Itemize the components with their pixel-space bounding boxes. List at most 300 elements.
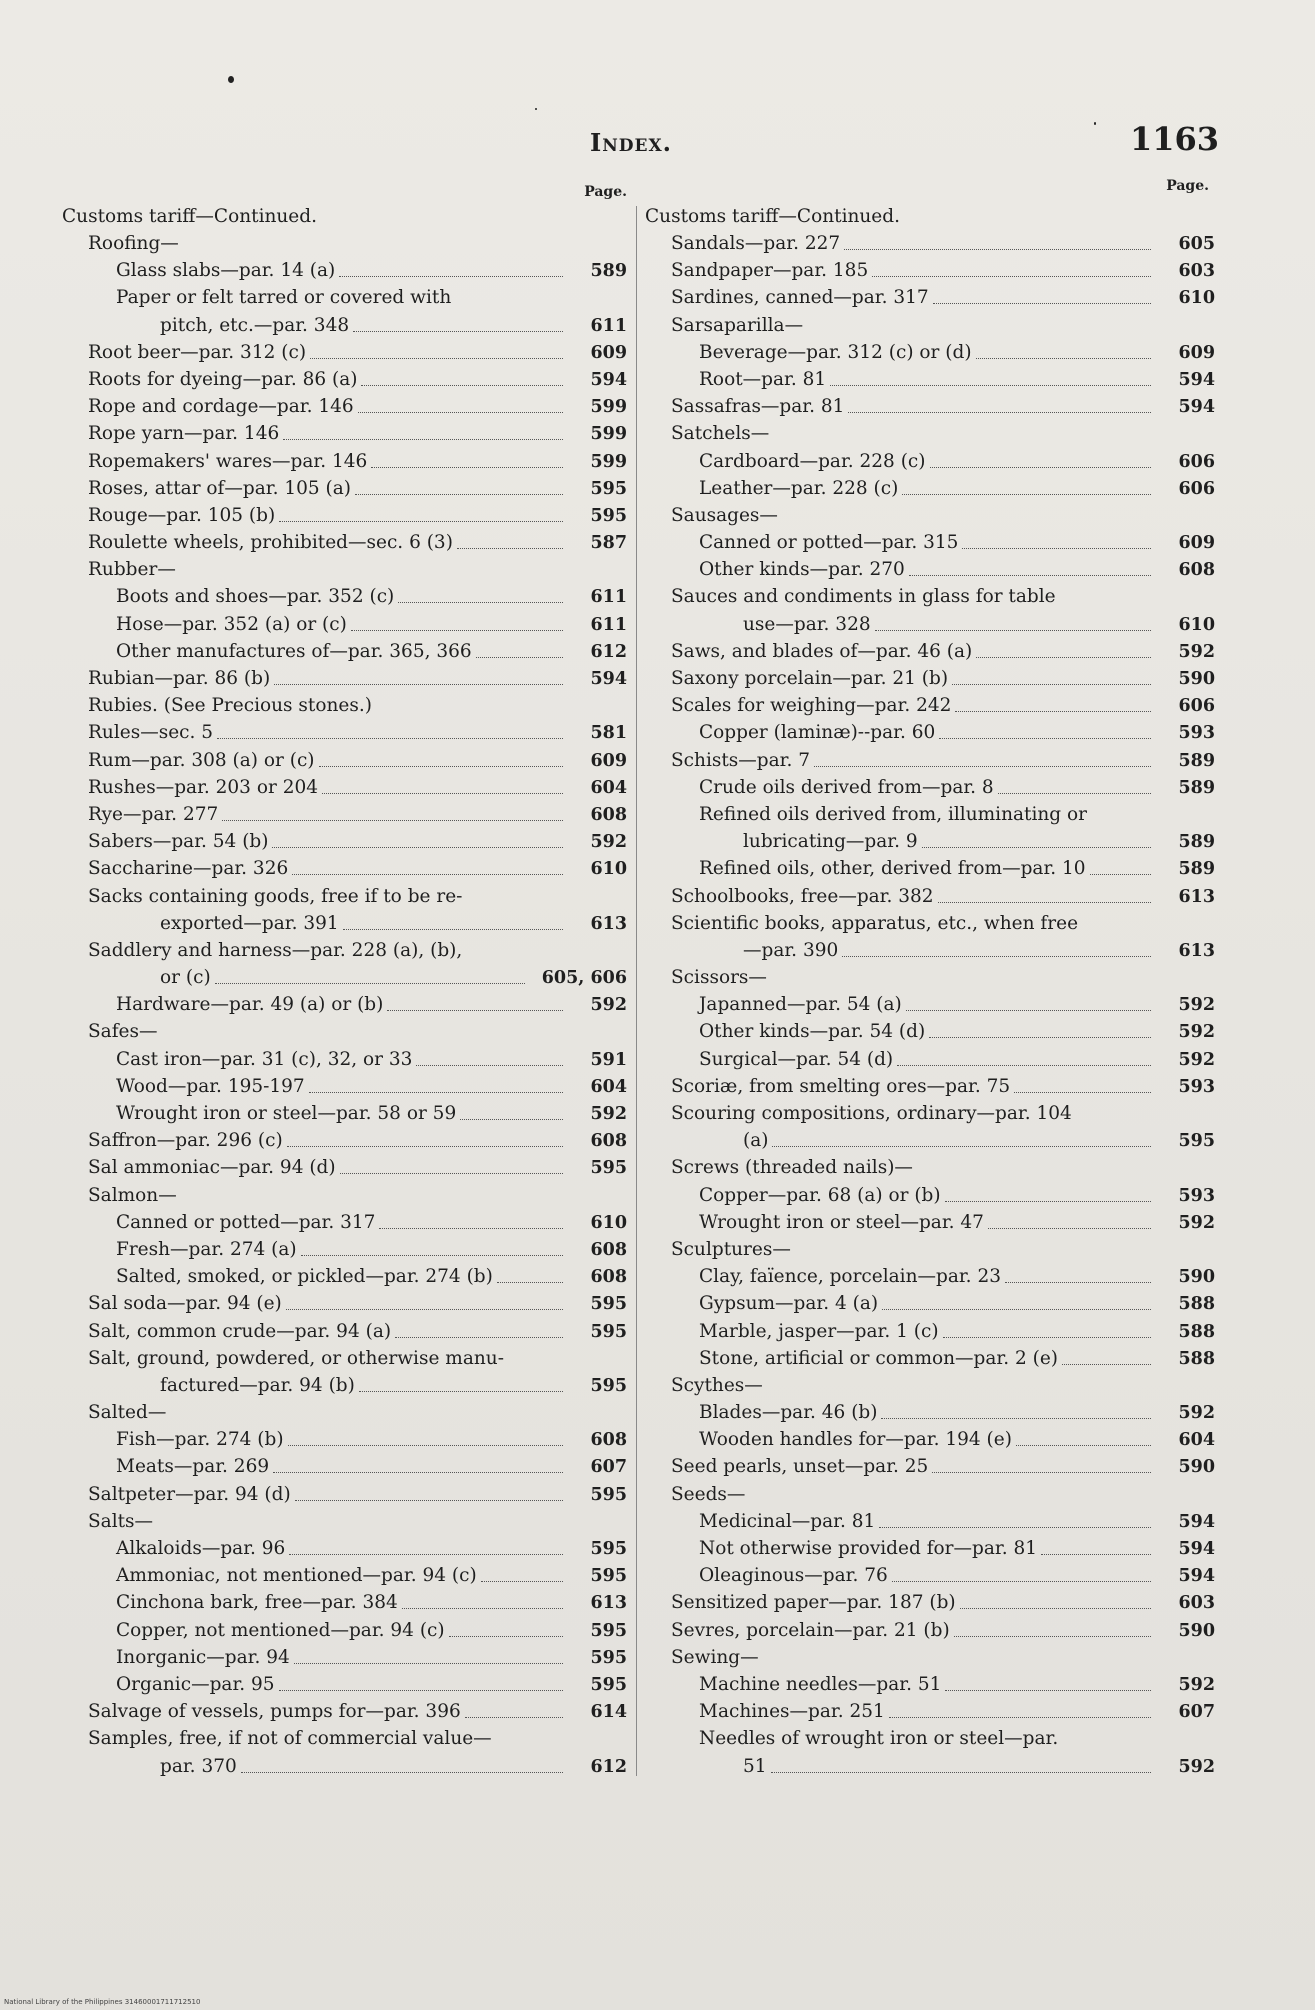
entry-text: exported—par. 391 xyxy=(160,912,339,934)
page-ref: 595 xyxy=(590,1620,627,1641)
entry-text: Machine needles—par. 51 xyxy=(699,1673,942,1695)
index-entry xyxy=(62,776,627,800)
index-entry xyxy=(62,1673,627,1697)
page-ref: 603 xyxy=(1178,261,1215,282)
page-ref: 603 xyxy=(1178,1593,1215,1614)
leader-dots xyxy=(449,1636,563,1637)
leader-dots xyxy=(955,711,1151,712)
index-entry xyxy=(62,613,627,637)
page-ref: 608 xyxy=(590,1430,627,1451)
leader-dots xyxy=(286,1309,563,1310)
page-ref: 595 xyxy=(590,478,627,499)
leader-dots xyxy=(241,1772,563,1773)
leader-dots xyxy=(962,548,1151,549)
leader-dots xyxy=(945,1690,1151,1691)
index-entry xyxy=(62,912,627,936)
leader-dots xyxy=(872,276,1151,277)
index-entry: Salts— xyxy=(88,1510,154,1532)
page-ref: 590 xyxy=(1178,669,1215,689)
entry-text: Wooden handles for—par. 194 (e) xyxy=(699,1429,1012,1451)
right-entry-list xyxy=(645,232,1215,1779)
entry-text: Medicinal—par. 81 xyxy=(699,1510,876,1532)
entry-text: Ropemakers' wares—par. 146 xyxy=(88,450,368,472)
page-ref: 612 xyxy=(590,1756,627,1777)
index-entry: Salmon— xyxy=(88,1184,177,1206)
entry-text: Sardines, canned—par. 317 xyxy=(671,287,929,309)
index-entry: Salted— xyxy=(88,1402,167,1424)
leader-dots xyxy=(954,1636,1151,1637)
entry-text: factured—par. 94 (b) xyxy=(160,1374,355,1396)
leader-dots xyxy=(976,657,1151,658)
page-ref: 608 xyxy=(590,1267,627,1288)
page-ref: 613 xyxy=(590,913,627,934)
leader-dots xyxy=(932,1472,1151,1473)
index-entry xyxy=(62,749,627,773)
page-ref: 592 xyxy=(590,1104,627,1124)
entry-text: Sevres, porcelain—par. 21 (b) xyxy=(671,1619,950,1641)
entry-text: Sandals—par. 227 xyxy=(671,233,841,254)
leader-dots xyxy=(395,1337,563,1338)
leader-dots xyxy=(339,276,563,277)
index-entry xyxy=(62,504,627,528)
leader-dots xyxy=(882,1309,1151,1310)
index-entry xyxy=(62,1564,627,1588)
page-ref: 594 xyxy=(590,669,627,689)
leader-dots xyxy=(215,983,525,984)
entry-text: Refined oils, other, derived from—par. 10 xyxy=(699,858,1086,880)
index-entry xyxy=(62,1428,627,1452)
page-ref: 595 xyxy=(590,1294,627,1315)
leader-dots xyxy=(842,956,1151,957)
index-entry xyxy=(62,640,627,664)
entry-text: Machines—par. 251 xyxy=(699,1701,885,1723)
page-ref: 594 xyxy=(590,369,627,390)
entry-text: Saccharine—par. 326 xyxy=(88,858,289,880)
entry-text: Saffron—par. 296 (c) xyxy=(88,1130,283,1152)
index-entry xyxy=(62,1483,627,1507)
page-ref: 599 xyxy=(590,424,627,445)
index-entry xyxy=(645,1292,1215,1316)
page-ref: 611 xyxy=(590,315,627,336)
section-heading: Customs tariff—Continued. xyxy=(645,206,900,227)
page-ref: 591 xyxy=(590,1049,627,1070)
entry-text: Oleaginous—par. 76 xyxy=(699,1565,888,1587)
index-entry xyxy=(645,1755,1215,1779)
entry-text: Sandpaper—par. 185 xyxy=(671,260,869,282)
index-entry xyxy=(62,993,627,1017)
leader-dots xyxy=(358,412,563,413)
index-entry xyxy=(62,1700,627,1724)
index-entry xyxy=(62,531,627,555)
entry-text: Roulette wheels, prohibited—sec. 6 (3) xyxy=(88,532,453,554)
index-entry xyxy=(645,613,1215,637)
index-entry: Roofing— xyxy=(88,233,179,254)
index-entry xyxy=(62,585,627,609)
left-column xyxy=(62,184,627,1782)
entry-text: Sassafras—par. 81 xyxy=(671,396,845,418)
index-entry xyxy=(645,286,1215,310)
page-ref: 611 xyxy=(590,614,627,635)
index-entry xyxy=(62,857,627,881)
entry-text: Fish—par. 274 (b) xyxy=(116,1429,284,1451)
leader-dots xyxy=(387,1010,563,1011)
leader-dots xyxy=(1062,1364,1151,1365)
entry-text: Saxony porcelain—par. 21 (b) xyxy=(671,668,949,689)
index-entry: Rubber— xyxy=(88,559,176,581)
index-entry xyxy=(62,830,627,854)
index-entry xyxy=(645,1673,1215,1697)
page-ref: 609 xyxy=(1178,342,1215,363)
page-ref: 595 xyxy=(590,1321,627,1342)
leader-dots xyxy=(273,1472,563,1473)
page-number: 1163 xyxy=(1130,120,1220,158)
index-entry xyxy=(645,1700,1215,1724)
index-entry xyxy=(645,721,1215,745)
entry-text: Scales for weighing—par. 242 xyxy=(671,695,952,717)
index-entry: Scissors— xyxy=(671,967,767,989)
page-ref: 609 xyxy=(1178,533,1215,554)
leader-dots xyxy=(355,494,563,495)
index-entry xyxy=(62,721,627,745)
page-ref: 594 xyxy=(1178,1539,1215,1559)
page-ref: 592 xyxy=(590,995,627,1016)
entry-text: Rope and cordage—par. 146 xyxy=(88,396,354,418)
page-ref: 607 xyxy=(590,1457,627,1478)
index-entry xyxy=(645,1564,1215,1588)
leader-dots xyxy=(1014,1092,1151,1093)
leader-dots xyxy=(371,467,563,468)
scan-footer: National Library of the Philippines 31460001711712510 xyxy=(4,1998,201,2006)
index-entry xyxy=(645,1591,1215,1615)
entry-text: Sabers—par. 54 (b) xyxy=(88,831,269,853)
entry-text: Ammoniac, not mentioned—par. 94 (c) xyxy=(116,1565,477,1587)
index-entry: Scythes— xyxy=(671,1374,763,1396)
entry-text: Hose—par. 352 (a) or (c) xyxy=(116,613,347,635)
index-entry xyxy=(645,1129,1215,1153)
leader-dots xyxy=(952,684,1151,685)
entry-text: Rouge—par. 105 (b) xyxy=(88,504,276,526)
page-ref: 605, 606 xyxy=(541,968,627,989)
index-entry: Sarsaparilla— xyxy=(671,314,804,336)
page-ref: 609 xyxy=(590,750,627,771)
page-ref: 594 xyxy=(1178,1511,1215,1532)
ink-speck xyxy=(1094,122,1096,125)
index-entry xyxy=(62,1320,627,1344)
page-ref: 604 xyxy=(590,777,627,798)
index-entry xyxy=(645,1320,1215,1344)
leader-dots xyxy=(310,358,563,359)
left-entry-list xyxy=(62,232,627,1779)
page-ref: 592 xyxy=(1178,1022,1215,1043)
column-divider xyxy=(636,206,637,1776)
leader-dots xyxy=(1005,1282,1151,1283)
page-ref: 592 xyxy=(1178,1674,1215,1695)
index-entry xyxy=(645,1455,1215,1479)
entry-text: Canned or potted—par. 315 xyxy=(699,532,959,554)
page-ref: 589 xyxy=(1178,750,1215,771)
index-entry xyxy=(645,1211,1215,1235)
leader-dots xyxy=(402,1608,563,1609)
page-ref: 592 xyxy=(1178,1756,1215,1777)
index-entry xyxy=(62,1102,627,1126)
index-entry xyxy=(62,1292,627,1316)
entry-text: Hardware—par. 49 (a) or (b) xyxy=(116,994,384,1016)
ink-speck xyxy=(228,76,234,83)
leader-dots xyxy=(279,521,563,522)
entry-text: Roses, attar of—par. 105 (a) xyxy=(88,477,352,499)
index-entry xyxy=(645,450,1215,474)
index-entry xyxy=(62,1537,627,1561)
page-ref: 607 xyxy=(1178,1702,1215,1723)
leader-dots xyxy=(457,548,563,549)
entry-text: Salt, common crude—par. 94 (a) xyxy=(88,1320,392,1342)
leader-dots xyxy=(288,1445,563,1446)
leader-dots xyxy=(309,1092,563,1093)
leader-dots xyxy=(814,766,1151,767)
page-ref: 590 xyxy=(1178,1620,1215,1641)
leader-dots xyxy=(398,602,563,603)
page-ref: 592 xyxy=(1178,1049,1215,1070)
index-entry xyxy=(645,1428,1215,1452)
index-entry xyxy=(645,531,1215,555)
page-ref: 608 xyxy=(590,804,627,825)
index-entry xyxy=(62,450,627,474)
page-ref: 613 xyxy=(1178,886,1215,907)
index-entry: Scientific books, apparatus, etc., when free xyxy=(671,912,1079,934)
leader-dots xyxy=(889,1717,1151,1718)
leader-dots xyxy=(217,738,563,739)
entry-text: Leather—par. 228 (c) xyxy=(699,477,899,499)
page-ref: 588 xyxy=(1178,1348,1215,1369)
leader-dots xyxy=(998,793,1151,794)
page-ref: 610 xyxy=(1178,288,1215,309)
page-ref: 604 xyxy=(590,1076,627,1097)
index-entry xyxy=(62,477,627,501)
index-entry xyxy=(645,1020,1215,1044)
leader-dots xyxy=(1041,1554,1151,1555)
entry-text: Boots and shoes—par. 352 (c) xyxy=(116,586,395,608)
page-ref: 606 xyxy=(1178,478,1215,499)
entry-text: Wood—par. 195-197 xyxy=(116,1075,305,1097)
index-entry xyxy=(62,667,627,691)
entry-text: Sal ammoniac—par. 94 (d) xyxy=(88,1157,336,1179)
entry-text: Blades—par. 46 (b) xyxy=(699,1402,878,1424)
page-ref: 593 xyxy=(1178,1076,1215,1097)
page-ref: 592 xyxy=(1178,995,1215,1016)
leader-dots xyxy=(361,385,563,386)
index-entry xyxy=(645,776,1215,800)
page-ref: 595 xyxy=(590,1375,627,1396)
entry-text: Glass slabs—par. 14 (a) xyxy=(116,260,336,282)
entry-text: Cinchona bark, free—par. 384 xyxy=(116,1592,398,1614)
leader-dots xyxy=(416,1065,563,1066)
leader-dots xyxy=(844,249,1151,250)
page-ref: 595 xyxy=(590,1484,627,1505)
index-entry xyxy=(62,966,627,990)
entry-text: par. 370 xyxy=(160,1755,237,1777)
page-ref: 610 xyxy=(590,859,627,880)
index-entry xyxy=(645,857,1215,881)
page-ref: 614 xyxy=(590,1702,627,1723)
index-entry: Sauces and condiments in glass for table xyxy=(671,586,1056,608)
entry-text: Copper (laminæ)--par. 60 xyxy=(699,722,936,744)
page-ref: 610 xyxy=(1178,614,1215,635)
entry-text: Cast iron—par. 31 (c), 32, or 33 xyxy=(116,1048,413,1070)
index-entry xyxy=(645,1048,1215,1072)
leader-dots xyxy=(322,793,563,794)
page-ref: 595 xyxy=(1178,1131,1215,1152)
entry-text: Marble, jasper—par. 1 (c) xyxy=(699,1320,939,1342)
index-entry xyxy=(645,1265,1215,1289)
index-entry: Scouring compositions, ordinary—par. 104 xyxy=(671,1103,1072,1124)
entry-text: (a) xyxy=(743,1130,769,1152)
index-entry xyxy=(645,667,1215,691)
page-ref: 595 xyxy=(590,505,627,526)
leader-dots xyxy=(922,847,1151,848)
index-entry xyxy=(645,1347,1215,1371)
leader-dots xyxy=(497,1282,563,1283)
index-entry xyxy=(62,341,627,365)
leader-dots xyxy=(343,929,563,930)
page-ref: 605 xyxy=(1178,234,1215,254)
entry-text: Saws, and blades of—par. 46 (a) xyxy=(671,640,973,662)
entry-text: Saltpeter—par. 94 (d) xyxy=(88,1483,291,1505)
page-ref: 588 xyxy=(1178,1321,1215,1342)
leader-dots xyxy=(294,1663,563,1664)
entry-text: —par. 390 xyxy=(743,939,839,961)
index-entry xyxy=(645,1401,1215,1425)
index-entry xyxy=(645,749,1215,773)
leader-dots xyxy=(319,766,563,767)
leader-dots xyxy=(892,1581,1151,1582)
index-entry: Safes— xyxy=(88,1021,158,1043)
leader-dots xyxy=(879,1527,1151,1528)
index-entry xyxy=(62,1238,627,1262)
leader-dots xyxy=(960,1608,1151,1609)
entry-text: Surgical—par. 54 (d) xyxy=(699,1048,894,1070)
index-entry: Sacks containing goods, free if to be re- xyxy=(88,885,463,907)
leader-dots xyxy=(881,1418,1151,1419)
page-ref: 612 xyxy=(590,641,627,662)
entry-text: Root beer—par. 312 (c) xyxy=(88,341,307,363)
page-ref: 613 xyxy=(1178,940,1215,961)
entry-text: Roots for dyeing—par. 86 (a) xyxy=(88,368,358,390)
page-ref: 592 xyxy=(1178,1212,1215,1233)
leader-dots xyxy=(274,684,563,685)
page-ref: 610 xyxy=(590,1212,627,1233)
right-column xyxy=(645,178,1215,1782)
index-entry xyxy=(62,422,627,446)
index-entry xyxy=(62,1156,627,1180)
leader-dots xyxy=(929,1037,1151,1038)
entry-text: Copper—par. 68 (a) or (b) xyxy=(699,1184,941,1206)
entry-text: Beverage—par. 312 (c) or (d) xyxy=(699,341,972,363)
index-entry xyxy=(645,1510,1215,1534)
index-entry xyxy=(62,1048,627,1072)
page-label: Page. xyxy=(1166,178,1209,194)
leader-dots xyxy=(289,1554,563,1555)
page-ref: 588 xyxy=(1178,1294,1215,1315)
entry-text: lubricating—par. 9 xyxy=(743,831,918,853)
index-entry xyxy=(62,1374,627,1398)
page-ref: 608 xyxy=(1178,560,1215,581)
page-ref: 608 xyxy=(590,1239,627,1260)
entry-text: Schoolbooks, free—par. 382 xyxy=(671,885,934,907)
page-ref: 581 xyxy=(590,723,627,744)
entry-text: Schists—par. 7 xyxy=(671,749,811,771)
index-entry xyxy=(62,1646,627,1670)
index-entry xyxy=(62,1455,627,1479)
entry-text: Stone, artificial or common—par. 2 (e) xyxy=(699,1347,1059,1369)
entry-text: Rubian—par. 86 (b) xyxy=(88,668,271,689)
leader-dots xyxy=(295,1500,563,1501)
index-entry: Refined oils derived from, illuminating or xyxy=(699,803,1087,825)
leader-dots xyxy=(902,494,1151,495)
entry-text: Rope yarn—par. 146 xyxy=(88,423,280,445)
index-entry xyxy=(645,1184,1215,1208)
ink-speck xyxy=(535,108,537,110)
leader-dots xyxy=(939,738,1151,739)
leader-dots xyxy=(279,1690,563,1691)
index-entry: Samples, free, if not of commercial value— xyxy=(88,1728,492,1750)
leader-dots xyxy=(930,467,1152,468)
entry-text: Rum—par. 308 (a) or (c) xyxy=(88,749,315,771)
page-ref: 592 xyxy=(590,832,627,853)
entry-text: 51 xyxy=(743,1755,767,1777)
index-entry xyxy=(645,1075,1215,1099)
index-entry xyxy=(645,259,1215,283)
index-entry: Screws (threaded nails)— xyxy=(671,1157,913,1179)
entry-text: Canned or potted—par. 317 xyxy=(116,1211,376,1233)
index-entry xyxy=(645,694,1215,718)
index-entry xyxy=(645,395,1215,419)
leader-dots xyxy=(771,1772,1151,1773)
page-label: Page. xyxy=(584,184,627,200)
leader-dots xyxy=(976,358,1151,359)
index-entry xyxy=(645,830,1215,854)
index-entry xyxy=(62,803,627,827)
page-ref: 594 xyxy=(1178,397,1215,418)
page-ref: 595 xyxy=(590,1674,627,1695)
entry-text: pitch, etc.—par. 348 xyxy=(160,314,350,336)
entry-text: Fresh—par. 274 (a) xyxy=(116,1238,297,1260)
leader-dots xyxy=(287,1146,563,1147)
leader-dots xyxy=(909,575,1151,576)
page-ref: 609 xyxy=(590,342,627,363)
page-ref: 594 xyxy=(1178,1566,1215,1587)
page-ref: 604 xyxy=(1178,1430,1215,1451)
entry-text: Not otherwise provided for—par. 81 xyxy=(699,1538,1038,1559)
page-ref: 599 xyxy=(590,397,627,418)
entry-text: Copper, not mentioned—par. 94 (c) xyxy=(116,1619,445,1641)
index-entry: Seeds— xyxy=(671,1483,746,1505)
entry-text: Other kinds—par. 270 xyxy=(699,559,905,581)
entry-text: Cardboard—par. 228 (c) xyxy=(699,450,926,472)
leader-dots xyxy=(272,847,563,848)
page-ref: 587 xyxy=(590,533,627,554)
index-entry xyxy=(62,1075,627,1099)
entry-text: Inorganic—par. 94 xyxy=(116,1646,290,1668)
page-ref: 595 xyxy=(590,1158,627,1179)
index-entry xyxy=(62,1211,627,1235)
entry-text: Rules—sec. 5 xyxy=(88,722,214,744)
index-entry xyxy=(62,1755,627,1779)
leader-dots xyxy=(1090,874,1151,875)
leader-dots xyxy=(476,657,563,658)
leader-dots xyxy=(351,630,563,631)
leader-dots xyxy=(897,1065,1151,1066)
leader-dots xyxy=(340,1173,563,1174)
